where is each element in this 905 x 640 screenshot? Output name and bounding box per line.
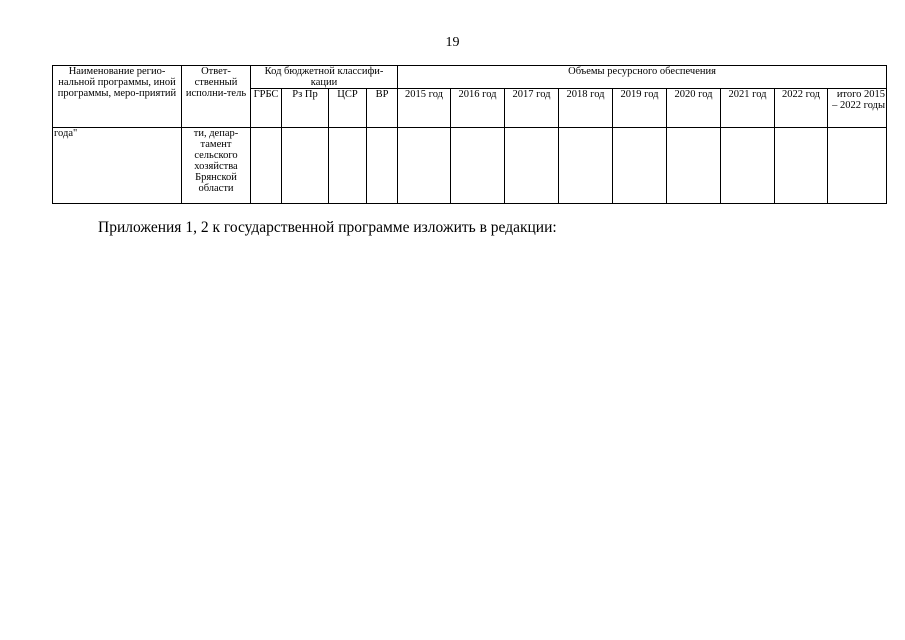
empty-cell [505,128,559,204]
header-rzpr: Рз Пр [282,89,329,128]
table-row [53,128,887,204]
resource-table [52,65,887,204]
empty-cell [667,128,721,204]
header-responsible: Ответ-ственный исполни-тель [182,66,251,128]
header-year: 2019 год [613,89,667,128]
empty-cell [367,128,398,204]
header-name: Наименование регио-нальной программы, иной программы, меро-приятий [53,66,182,128]
header-year: 2022 год [775,89,828,128]
header-grbs: ГРБС [251,89,282,128]
empty-cell [775,128,828,204]
header-year: 2015 год [398,89,451,128]
row-name: года" [53,128,182,204]
empty-cell [251,128,282,204]
header-csr: ЦСР [329,89,367,128]
empty-cell [613,128,667,204]
header-year: 2018 год [559,89,613,128]
body-paragraph: Приложения 1, 2 к государственной программе изложить в редакции: [98,219,557,236]
header-year: 2017 год [505,89,559,128]
header-year: 2020 год [667,89,721,128]
row-responsible: ти, депар-тамент сельского хозяйства Брянской области [182,128,251,204]
header-year: 2016 год [451,89,505,128]
empty-cell [828,128,887,204]
empty-cell [329,128,367,204]
empty-cell [559,128,613,204]
empty-cell [398,128,451,204]
header-resources: Объемы ресурсного обеспечения [398,66,887,89]
header-total: итого 2015 – 2022 годы [828,89,887,128]
empty-cell [451,128,505,204]
header-budget-code: Код бюджетной классифи-кации [251,66,398,89]
header-vr: ВР [367,89,398,128]
header-year: 2021 год [721,89,775,128]
empty-cell [721,128,775,204]
page-number: 19 [445,35,460,50]
empty-cell [282,128,329,204]
